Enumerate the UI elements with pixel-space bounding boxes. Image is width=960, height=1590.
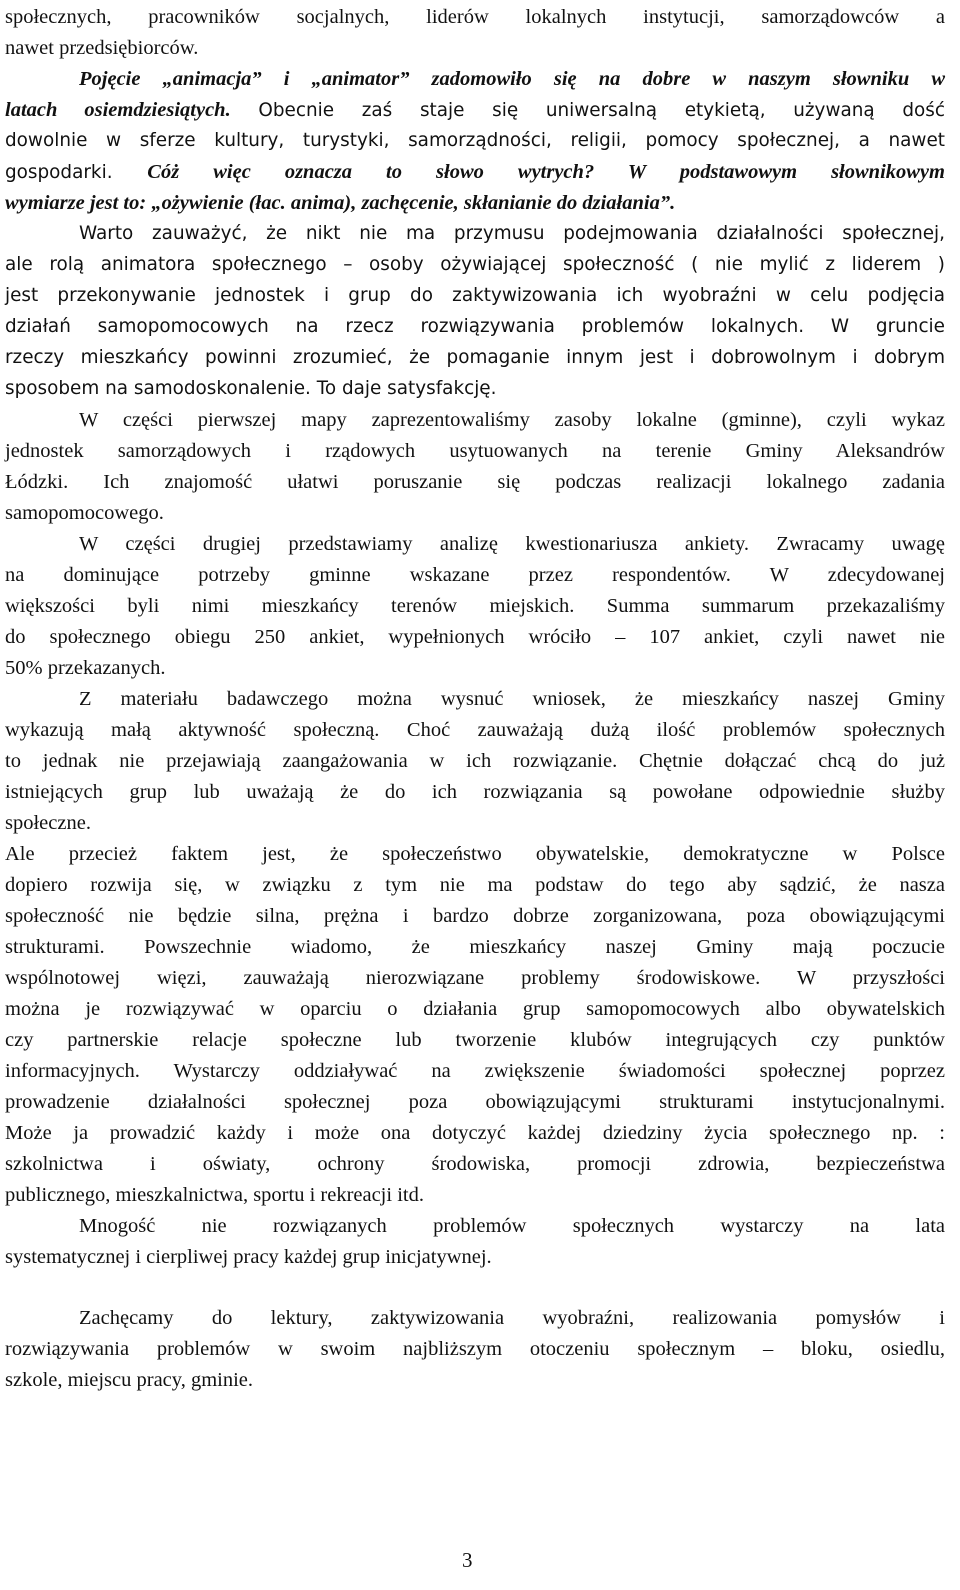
text-line: społeczność nie będzie silna, prężna i bardzo dobrze zorganizowana, poza obowiązującymi (5, 905, 945, 927)
emphasis-text: Cóż więc oznacza to słowo wytrych (147, 161, 584, 183)
text-line: szkole, miejscu pracy, gminie. (5, 1369, 254, 1391)
text-line: społecznych, pracowników socjalnych, liderów lokalnych instytucji, samorządowców a (5, 6, 945, 28)
emphasis-text: wymiarze jest to: „ożywienie (łac. anima), zachęcenie, skłanianie do działania”. (5, 192, 676, 214)
text-line: do społecznego obiegu 250 ankiet, wypełnionych wróciło – 107 ankiet, czyli nawet nie (5, 626, 945, 648)
text-line: 50% przekazanych. (5, 657, 166, 679)
text-segment: W gruncie (804, 316, 945, 337)
text-line: wykazują małą aktywność społeczną. Choć zauważają dużą ilość problemów społecznych (5, 719, 945, 741)
text-line: strukturami. Powszechnie wiadomo, że mieszkańcy naszej Gminy mają poczucie (5, 936, 945, 958)
text-line: Z materiału badawczego można wysnuć wniosek, że mieszkańcy naszej Gminy (79, 688, 945, 710)
text-line: na dominujące potrzeby gminne wskazane przez respondentów. W zdecydowanej (5, 564, 945, 586)
text-line: ale rolą animatora społecznego – osoby ożywiającej społeczność ( nie mylić z liderem ) (5, 254, 945, 275)
text-line: sposobem na samodoskonalenie. To daje satysfakcję. (5, 378, 497, 399)
text-line: Ale przecież faktem jest, że społeczeństwo obywatelskie, demokratyczne w Polsce (5, 843, 945, 865)
text-line: prowadzenie działalności społecznej poza obowiązującymi strukturami instytucjonalnymi. (5, 1091, 945, 1113)
text-line: można je rozwiązywać w oparciu o działania grup samopomocowych albo obywatelskich (5, 998, 945, 1020)
text-line (5, 95, 945, 125)
emphasis-text: latach osiemdziesiątych. (5, 99, 231, 121)
text-line: szkolnictwa i oświaty, ochrony środowiska, promocji zdrowia, bezpieczeństwa (5, 1153, 945, 1175)
text-line: to jednak nie przejawiają zaangażowania w ich rozwiązanie. Chętnie dołączać chcą do już (5, 750, 945, 772)
text-line: czy partnerskie relacje społeczne lub tworzenie klubów integrujących czy punktów (5, 1029, 945, 1051)
text-line: rozwiązywania problemów w swoim najbliższym otoczeniu społecznym – bloku, osiedlu, (5, 1338, 945, 1360)
text-line: wspólnotowej więzi, zauważają nierozwiązane problemy środowiskowe. W przyszłości (5, 967, 945, 989)
text-line: większości byli nimi mieszkańcy terenów miejskich. Summa summarum przekazaliśmy (5, 595, 945, 617)
text-line: rzeczy mieszkańcy powinni zrozumieć, że pomaganie innym jest i dobrowolnym i dobrym (5, 347, 945, 368)
emphasis-text: ? W podstawowym słownikowym (583, 161, 945, 183)
text-line (5, 157, 945, 187)
text-line-bold-italic (5, 188, 945, 218)
text-line: jest przekonywanie jednostek i grup do zaktywizowania ich wyobraźni w celu podjęcia (5, 285, 945, 306)
text-line: społeczne. (5, 812, 91, 834)
text-line: Może ja prowadzić każdy i może ona dotyczyć każdej dziedziny życia społecznego np. : (5, 1122, 945, 1144)
text-line: publicznego, mieszkalnictwa, sportu i rekreacji itd. (5, 1184, 424, 1206)
text-line: systematycznej i cierpliwej pracy każdej grup inicjatywnej. (5, 1246, 492, 1268)
text-line: nawet przedsiębiorców. (5, 37, 199, 59)
emphasis-text: Pojęcie „animacja” i „animator” zadomowiło się na dobre w naszym słowniku w (79, 68, 945, 90)
text-line: dopiero rozwija się, w związku z tym nie ma podstaw do tego aby sądzić, że nasza (5, 874, 945, 896)
text-line: jednostek samorządowych i rządowych usytuowanych na terenie Gminy Aleksandrów (5, 440, 945, 462)
text-line: Mnogość nie rozwiązanych problemów społecznych wystarczy na lata (79, 1215, 945, 1237)
text-line: Łódzki. Ich znajomość ułatwi poruszanie się podczas realizacji lokalnego zadania (5, 471, 945, 493)
text-segment: gospodarki. (5, 162, 113, 183)
text-line-bold-italic (79, 64, 945, 94)
text-line: W części pierwszej mapy zaprezentowaliśmy zasoby lokalne (gminne), czyli wykaz (79, 409, 945, 431)
text-line (5, 312, 945, 342)
text-line: istniejących grup lub uważają że do ich rozwiązania są powołane odpowiednie służby (5, 781, 945, 803)
text-line: samopomocowego. (5, 502, 164, 524)
text-segment: działań samopomocowych na rzecz rozwiązywania problemów lokalnych. (5, 316, 805, 337)
text-line: Warto zauważyć, że nikt nie ma przymusu podejmowania działalności społecznej, (79, 223, 945, 244)
text-line: Zachęcamy do lektury, zaktywizowania wyobraźni, realizowania pomysłów i (79, 1307, 945, 1329)
page-number: 3 (462, 1548, 473, 1572)
text-segment: Obecnie zaś staje się uniwersalną etykietą, używaną dość (230, 100, 945, 121)
text-line: informacyjnych. Wystarczy oddziaływać na zwiększenie świadomości społecznej poprzez (5, 1060, 945, 1082)
text-line: dowolnie w sferze kultury, turystyki, samorządności, religii, pomocy społecznej, a nawet (5, 130, 945, 151)
text-line: W części drugiej przedstawiamy analizę kwestionariusza ankiety. Zwracamy uwagę (79, 533, 945, 555)
